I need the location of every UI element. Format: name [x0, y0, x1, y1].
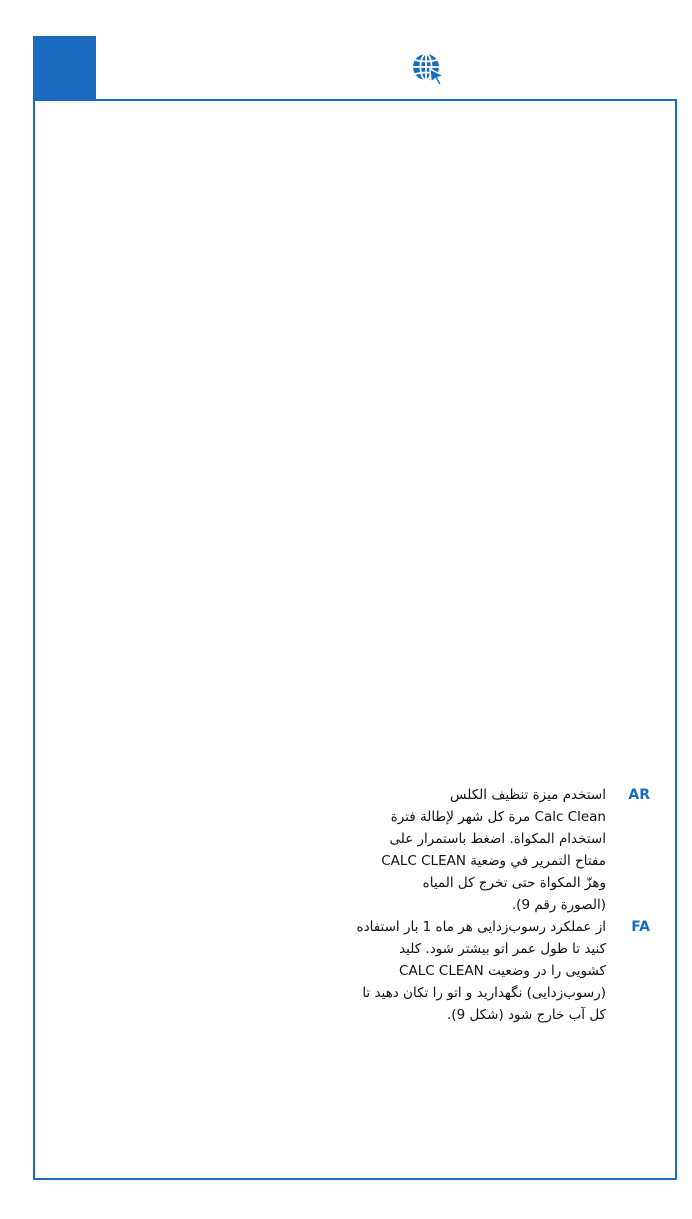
text-line: وهزّ المكواة حتى تخرج كل المياه: [422, 875, 606, 891]
language-code-ar: AR: [628, 787, 650, 803]
instruction-text-fa: [316, 916, 606, 1026]
text-line: کشویی را در وضعیت CALC CLEAN: [399, 963, 606, 979]
text-line: (الصورة رقم 9).: [511, 897, 606, 913]
section-tab: [33, 36, 96, 99]
language-code-fa: FA: [631, 919, 650, 935]
globe-cursor-icon: [410, 51, 446, 87]
text-line: استخدم ميزة تنظيف الكلس: [450, 787, 606, 803]
text-line: استخدام المكواة. اضغط باستمرار على: [389, 831, 606, 847]
text-line: مفتاح التمرير في وضعية CALC CLEAN: [381, 853, 606, 869]
text-line: (رسوب‌زدایی) نگهدارید و اتو را تکان دهید تا: [362, 985, 606, 1001]
text-line: کل آب خارج شود (شکل 9).: [447, 1007, 606, 1023]
text-line: از عملکرد رسوب‌زدایی هر ماه 1 بار استفاده: [356, 919, 606, 935]
text-line: کنید تا طول عمر اتو بیشتر شود. کلید: [399, 941, 606, 957]
text-line: Calc Clean مرة كل شهر لإطالة فترة: [390, 809, 606, 825]
instruction-text-ar: [316, 784, 606, 916]
